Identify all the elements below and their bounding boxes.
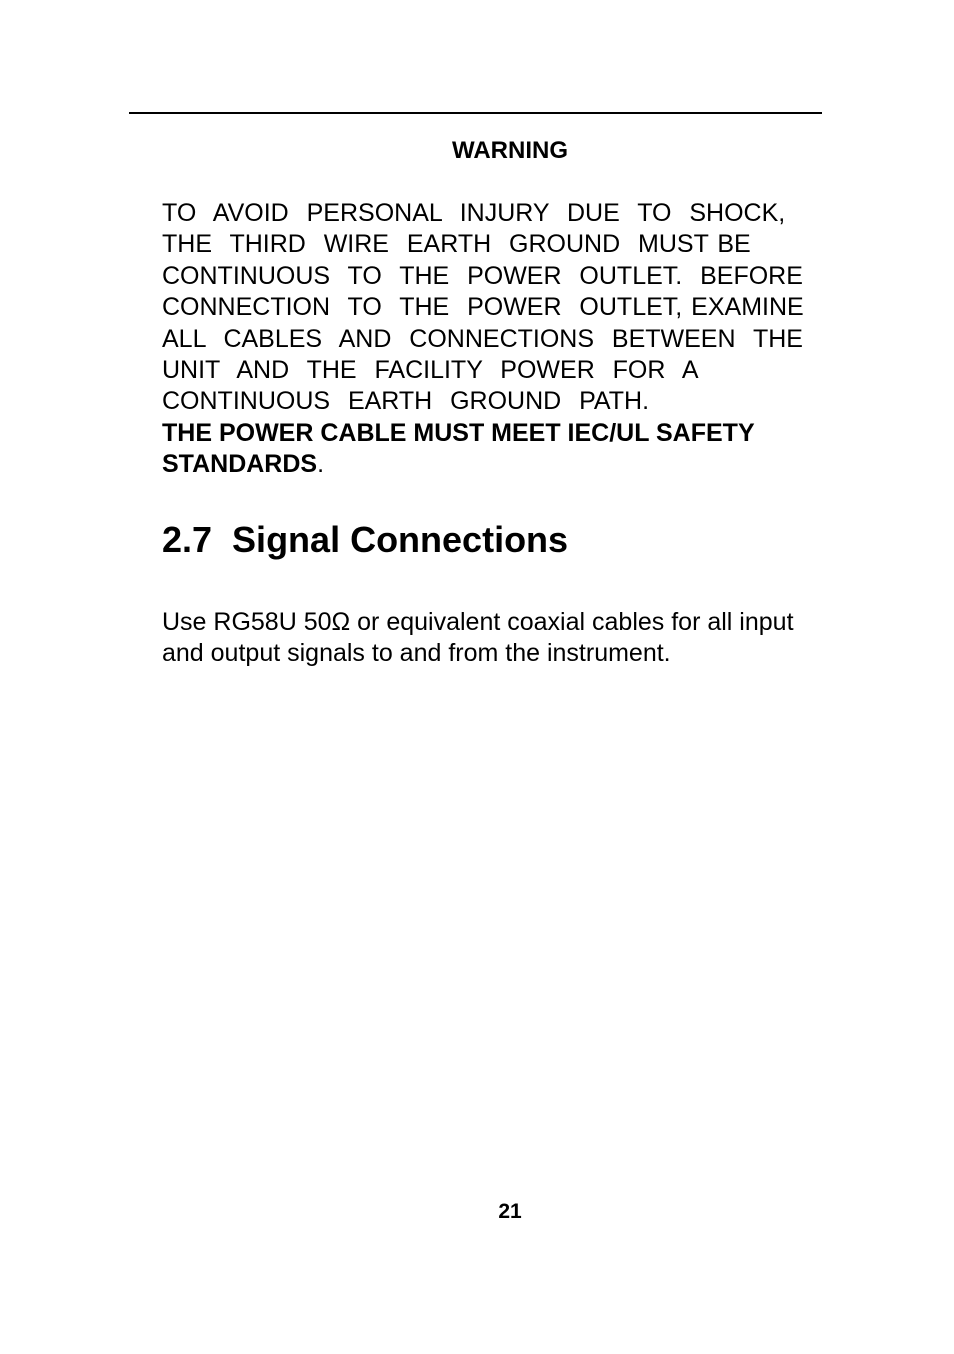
power-cable-notice-line-2 <box>162 449 862 480</box>
warning-line: CONNECTION TO THE POWER OUTLET, EXAMINE <box>162 293 804 322</box>
section-heading: 2.7 Signal Connections <box>162 519 569 560</box>
paragraph-line: Use RG58U 50Ω or equivalent coaxial cables for all input <box>162 608 794 636</box>
warning-title: WARNING <box>452 137 568 164</box>
header-rule <box>129 112 822 114</box>
power-cable-notice-line: THE POWER CABLE MUST MEET IEC/UL SAFETY <box>162 419 755 447</box>
page-number: 21 <box>498 1200 522 1223</box>
trailing-period: . <box>317 450 325 479</box>
power-cable-notice <box>162 418 862 481</box>
warning-line: ALL CABLES AND CONNECTIONS BETWEEN THE <box>162 324 803 353</box>
section-paragraph <box>162 607 882 670</box>
warning-line: TO AVOID PERSONAL INJURY DUE TO SHOCK, <box>162 199 786 227</box>
warning-line: THE THIRD WIRE EARTH GROUND MUST BE <box>162 230 751 259</box>
warning-line: CONTINUOUS TO THE POWER OUTLET. BEFORE <box>162 261 803 290</box>
standards-text: STANDARDS <box>162 450 318 479</box>
warning-line: UNIT AND THE FACILITY POWER FOR A <box>162 356 699 385</box>
warning-body <box>162 198 862 418</box>
paragraph-line: and output signals to and from the instrument. <box>162 639 671 668</box>
warning-line: CONTINUOUS EARTH GROUND PATH. <box>162 387 650 416</box>
